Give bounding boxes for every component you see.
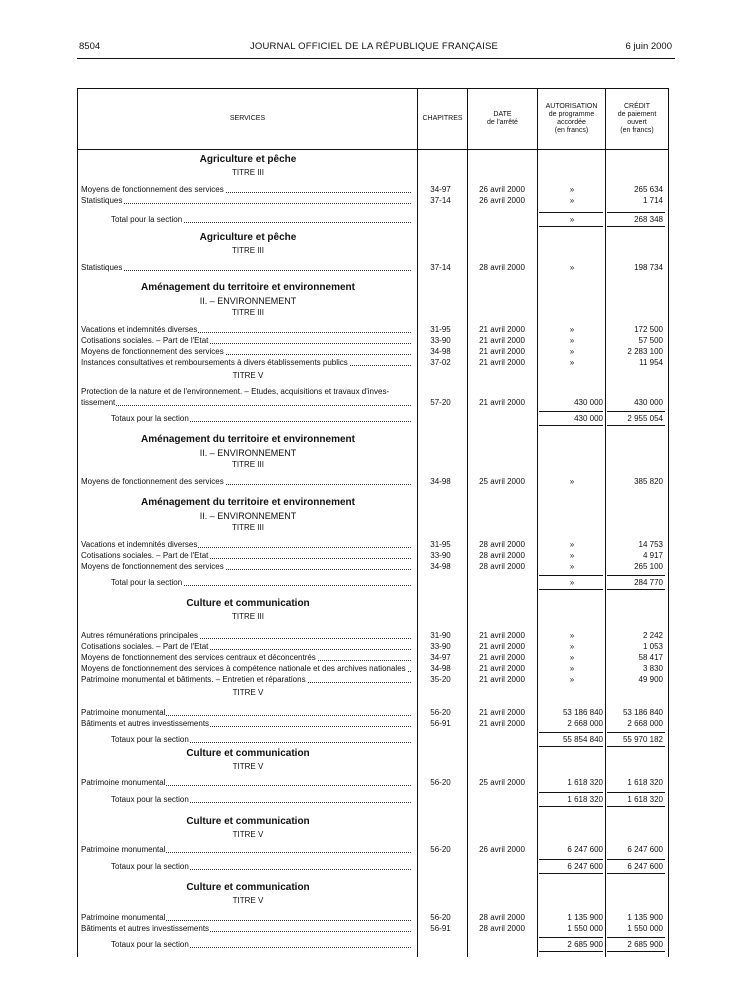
chapitre-cell: 33-90 <box>430 642 451 651</box>
blank-mark: » <box>569 477 575 486</box>
col-header-services-label: SERVICES <box>229 115 266 122</box>
table-row <box>78 923 668 934</box>
row-label <box>81 707 413 718</box>
chapitre-cell: 34-97 <box>430 653 451 662</box>
table-row <box>78 324 668 335</box>
row-label <box>81 262 413 273</box>
credit-cell: 430 000 <box>634 398 663 407</box>
total-underline <box>607 589 665 590</box>
table-row <box>78 561 668 572</box>
credit-cell: 268 348 <box>634 215 663 224</box>
total-underline <box>607 792 665 793</box>
row-label-text: Patrimoine monumental <box>81 708 166 717</box>
section-subtitle: II. – ENVIRONNEMENT <box>199 296 297 306</box>
total-underline <box>607 806 665 807</box>
total-underline <box>539 411 603 412</box>
row-label <box>81 718 413 729</box>
publication-date: 6 juin 2000 <box>625 41 672 52</box>
total-underline <box>607 859 665 860</box>
section-titre: TITRE III <box>232 168 264 177</box>
table-row-cont <box>78 386 668 397</box>
total-underline <box>539 806 603 807</box>
autorisation-cell: 430 000 <box>574 398 603 407</box>
credit-cell: 49 900 <box>638 675 663 684</box>
col-header-credit-line: (en francs) <box>620 127 654 134</box>
row-label <box>111 939 413 950</box>
chapitre-cell: 31-95 <box>430 540 451 549</box>
table-row <box>78 397 668 408</box>
row-label <box>81 195 413 206</box>
blank-mark: » <box>569 675 575 684</box>
section-titre: TITRE V <box>232 371 264 380</box>
credit-cell: 4 917 <box>642 551 663 560</box>
row-label <box>111 214 413 225</box>
total-underline <box>607 411 665 412</box>
total-row <box>78 577 668 588</box>
date-cell: 28 avril 2000 <box>479 551 525 560</box>
row-label-text: Instances consultatives et remboursements à divers établissements publics <box>81 358 348 367</box>
autorisation-cell: 1 618 320 <box>567 778 603 787</box>
date-cell: 28 avril 2000 <box>479 913 525 922</box>
blank-mark: » <box>569 263 575 272</box>
blank-mark: » <box>569 562 575 571</box>
total-underline <box>607 212 665 213</box>
chapitre-cell: 56-20 <box>430 778 451 787</box>
table-row <box>78 777 668 788</box>
row-label <box>111 413 413 424</box>
credits-table <box>77 88 669 957</box>
autorisation-cell: 1 618 320 <box>567 795 603 804</box>
col-header-date-line: de l'arrêté <box>487 119 518 126</box>
credit-cell: 265 100 <box>634 562 663 571</box>
blank-mark: » <box>569 642 575 651</box>
row-label <box>81 652 413 663</box>
total-underline <box>539 792 603 793</box>
total-underline <box>539 212 603 213</box>
autorisation-cell: 430 000 <box>574 414 603 423</box>
col-header-date <box>468 89 537 149</box>
total-underline <box>539 746 603 747</box>
section-title: Aménagement du territoire et environnement <box>141 434 355 445</box>
chapitre-cell: 34-98 <box>430 562 451 571</box>
total-underline <box>539 951 603 952</box>
row-label-text: Cotisations sociales. – Part de l'Etat <box>81 336 209 345</box>
row-label-text: Cotisations sociales. – Part de l'Etat <box>81 642 209 651</box>
blank-mark: » <box>569 325 575 334</box>
blank-mark: » <box>569 185 575 194</box>
chapitre-cell: 35-20 <box>430 675 451 684</box>
row-label-text: Autres rémunérations principales <box>81 631 198 640</box>
col-header-auth-line: de programme <box>548 111 595 118</box>
section-titre: TITRE III <box>232 523 264 532</box>
date-cell: 25 avril 2000 <box>479 778 525 787</box>
row-label-text: Totaux pour la section <box>111 940 189 949</box>
chapitre-cell: 57-20 <box>430 398 451 407</box>
table-row <box>78 718 668 729</box>
table-row <box>78 912 668 923</box>
blank-mark: » <box>569 664 575 673</box>
section-title: Agriculture et pêche <box>199 232 297 243</box>
chapitre-cell: 56-91 <box>430 924 451 933</box>
blank-mark: » <box>569 347 575 356</box>
autorisation-cell: 53 186 840 <box>562 708 603 717</box>
row-label <box>81 777 413 788</box>
chapitre-cell: 56-91 <box>430 719 451 728</box>
date-cell: 28 avril 2000 <box>479 562 525 571</box>
chapitre-cell: 34-97 <box>430 185 451 194</box>
credit-cell: 265 634 <box>634 185 663 194</box>
row-label <box>111 794 413 805</box>
table-row <box>78 357 668 368</box>
row-label-text: Bâtiments et autres investissements <box>81 719 210 728</box>
blank-mark: » <box>569 578 575 587</box>
page-number: 8504 <box>79 41 101 52</box>
row-label: Protection de la nature et de l'environnement. – Etudes, acquisitions et travaux d'inves- <box>81 387 390 396</box>
chapitre-cell: 56-20 <box>430 845 451 854</box>
section-title: Culture et communication <box>186 598 310 609</box>
row-label <box>81 397 413 408</box>
journal-title: JOURNAL OFFICIEL DE LA RÉPUBLIQUE FRANÇAISE <box>249 41 499 52</box>
credit-cell: 198 734 <box>634 263 663 272</box>
credit-cell: 55 970 182 <box>622 735 663 744</box>
row-label-text: Moyens de fonctionnement des services à compétence nationale et des archives nationales <box>81 664 406 673</box>
blank-mark: » <box>569 358 575 367</box>
row-label <box>81 844 413 855</box>
autorisation-cell: 55 854 840 <box>562 735 603 744</box>
date-cell: 21 avril 2000 <box>479 347 525 356</box>
section-titre: TITRE III <box>232 308 264 317</box>
row-label-text: tissement <box>81 398 116 407</box>
row-label-text: Vacations et indemnités diverses <box>81 540 198 549</box>
date-cell: 26 avril 2000 <box>479 185 525 194</box>
blank-mark: » <box>569 540 575 549</box>
table-row <box>78 184 668 195</box>
row-label <box>111 734 413 745</box>
table-row <box>78 674 668 685</box>
row-label-text: Totaux pour la section <box>111 414 189 423</box>
section-title: Culture et communication <box>186 882 310 893</box>
chapitre-cell: 34-98 <box>430 477 451 486</box>
chapitre-cell: 34-98 <box>430 347 451 356</box>
blank-mark: » <box>569 336 575 345</box>
date-cell: 26 avril 2000 <box>479 196 525 205</box>
chapitre-cell: 56-20 <box>430 708 451 717</box>
col-header-auth-line: AUTORISATION <box>545 103 598 110</box>
credit-cell: 53 186 840 <box>622 708 663 717</box>
row-label <box>81 550 413 561</box>
row-label-text: Patrimoine monumental <box>81 913 166 922</box>
section-titre: TITRE III <box>232 246 264 255</box>
total-underline <box>607 425 665 426</box>
row-label <box>81 923 413 934</box>
row-label-text: Moyens de fonctionnement des services <box>81 562 224 571</box>
table-row <box>78 346 668 357</box>
row-label-text: Patrimoine monumental et bâtiments. – Entretien et réparations <box>81 675 306 684</box>
row-label-text: Moyens de fonctionnement des services <box>81 477 224 486</box>
chapitre-cell: 33-90 <box>430 336 451 345</box>
total-underline <box>607 732 665 733</box>
total-underline <box>607 937 665 938</box>
row-label-text: Total pour la section <box>111 215 183 224</box>
credit-cell: 57 500 <box>638 336 663 345</box>
table-row <box>78 262 668 273</box>
blank-mark: » <box>569 196 575 205</box>
row-label-text: Statistiques <box>81 196 123 205</box>
total-row <box>78 734 668 745</box>
credit-cell: 2 283 100 <box>627 347 663 356</box>
chapitre-cell: 37-14 <box>430 263 451 272</box>
chapitre-cell: 37-14 <box>430 196 451 205</box>
credit-cell: 3 830 <box>642 664 663 673</box>
date-cell: 21 avril 2000 <box>479 653 525 662</box>
col-header-auth-line: accordée <box>557 119 586 126</box>
row-label <box>81 357 413 368</box>
credit-cell: 6 247 600 <box>627 862 663 871</box>
row-label-text: Patrimoine monumental <box>81 845 166 854</box>
row-label-text: Vacations et indemnités diverses <box>81 325 198 334</box>
col-header-credit-line: de paiement <box>617 111 657 118</box>
total-underline <box>539 226 603 227</box>
total-underline <box>539 937 603 938</box>
date-cell: 21 avril 2000 <box>479 358 525 367</box>
chapitre-cell: 34-98 <box>430 664 451 673</box>
credit-cell: 58 417 <box>638 653 663 662</box>
col-header-credit <box>606 89 668 149</box>
total-underline <box>607 746 665 747</box>
row-label <box>81 184 413 195</box>
blank-mark: » <box>569 631 575 640</box>
total-row <box>78 861 668 872</box>
date-cell: 21 avril 2000 <box>479 398 525 407</box>
autorisation-cell: 6 247 600 <box>567 862 603 871</box>
blank-mark: » <box>569 215 575 224</box>
total-row <box>78 413 668 424</box>
row-label-text: Statistiques <box>81 263 123 272</box>
table-row <box>78 707 668 718</box>
date-cell: 21 avril 2000 <box>479 325 525 334</box>
chapitre-cell: 56-20 <box>430 913 451 922</box>
section-subtitle: II. – ENVIRONNEMENT <box>199 448 297 458</box>
col-header-date-line: DATE <box>493 111 512 118</box>
total-underline <box>539 873 603 874</box>
chapitre-cell: 37-02 <box>430 358 451 367</box>
row-label-text: Patrimoine monumental <box>81 778 166 787</box>
col-header-credit-line: CRÉDIT <box>623 103 651 110</box>
table-row <box>78 663 668 674</box>
row-label <box>81 539 413 550</box>
total-underline <box>539 859 603 860</box>
credit-cell: 1 550 000 <box>627 924 663 933</box>
credit-cell: 14 753 <box>638 540 663 549</box>
date-cell: 26 avril 2000 <box>479 845 525 854</box>
col-header-chapitres <box>418 89 467 149</box>
chapitre-cell: 33-90 <box>430 551 451 560</box>
section-title: Agriculture et pêche <box>199 154 297 165</box>
date-cell: 21 avril 2000 <box>479 631 525 640</box>
autorisation-cell: 1 550 000 <box>567 924 603 933</box>
credit-cell: 2 955 054 <box>627 414 663 423</box>
row-label <box>81 324 413 335</box>
total-underline <box>607 873 665 874</box>
table-row <box>78 195 668 206</box>
total-underline <box>607 575 665 576</box>
total-underline <box>539 732 603 733</box>
credit-cell: 2 685 900 <box>627 940 663 949</box>
table-row <box>78 641 668 652</box>
credit-cell: 172 500 <box>634 325 663 334</box>
date-cell: 21 avril 2000 <box>479 642 525 651</box>
date-cell: 28 avril 2000 <box>479 540 525 549</box>
autorisation-cell: 2 668 000 <box>567 719 603 728</box>
col-header-services <box>78 89 417 149</box>
total-row <box>78 794 668 805</box>
credit-cell: 1 053 <box>642 642 663 651</box>
col-header-credit-line: ouvert <box>627 119 647 126</box>
credit-cell: 11 954 <box>639 358 663 367</box>
date-cell: 21 avril 2000 <box>479 664 525 673</box>
row-label <box>111 577 413 588</box>
row-label <box>81 674 413 685</box>
section-titre: TITRE V <box>232 688 264 697</box>
section-subtitle: II. – ENVIRONNEMENT <box>199 511 297 521</box>
date-cell: 21 avril 2000 <box>479 675 525 684</box>
row-label <box>111 861 413 872</box>
row-label-text: Bâtiments et autres investissements <box>81 924 210 933</box>
section-titre: TITRE V <box>232 830 264 839</box>
total-row <box>78 939 668 950</box>
section-titre: TITRE III <box>232 612 264 621</box>
blank-mark: » <box>569 551 575 560</box>
row-label-text: Total pour la section <box>111 578 183 587</box>
credit-cell: 2 668 000 <box>627 719 663 728</box>
row-label-text: Cotisations sociales. – Part de l'Etat <box>81 551 209 560</box>
row-label <box>81 641 413 652</box>
section-titre: TITRE V <box>232 762 264 771</box>
row-label <box>81 335 413 346</box>
total-underline <box>539 589 603 590</box>
autorisation-cell: 2 685 900 <box>567 940 603 949</box>
row-label <box>81 561 413 572</box>
chapitre-cell: 31-90 <box>430 631 451 640</box>
table-row <box>78 539 668 550</box>
credit-cell: 2 242 <box>642 631 663 640</box>
row-label <box>81 476 413 487</box>
row-label-text: Totaux pour la section <box>111 735 189 744</box>
section-title: Culture et communication <box>186 748 310 759</box>
row-label-text: Moyens de fonctionnement des services centraux et déconcentrés <box>81 653 316 662</box>
date-cell: 28 avril 2000 <box>479 924 525 933</box>
autorisation-cell: 6 247 600 <box>567 845 603 854</box>
total-underline <box>539 425 603 426</box>
credit-cell: 1 714 <box>642 196 663 205</box>
credit-cell: 6 247 600 <box>627 845 663 854</box>
date-cell: 21 avril 2000 <box>479 719 525 728</box>
row-label <box>81 630 413 641</box>
col-header-auth-line: (en francs) <box>554 127 589 134</box>
row-label-text: Moyens de fonctionnement des services <box>81 347 224 356</box>
credit-cell: 385 820 <box>634 477 663 486</box>
table-row <box>78 652 668 663</box>
section-title: Aménagement du territoire et environnement <box>141 497 355 508</box>
row-label <box>81 912 413 923</box>
table-row <box>78 335 668 346</box>
row-label <box>81 663 413 674</box>
row-label-text: Totaux pour la section <box>111 862 189 871</box>
section-title: Culture et communication <box>186 816 310 827</box>
credit-cell: 1 135 900 <box>627 913 663 922</box>
table-row <box>78 630 668 641</box>
section-title: Aménagement du territoire et environnement <box>141 282 355 293</box>
table-row <box>78 844 668 855</box>
header-rule <box>77 58 675 59</box>
total-underline <box>607 226 665 227</box>
blank-mark: » <box>569 653 575 662</box>
credit-cell: 1 618 320 <box>627 778 663 787</box>
row-label-text: Totaux pour la section <box>111 795 189 804</box>
date-cell: 21 avril 2000 <box>479 708 525 717</box>
date-cell: 21 avril 2000 <box>479 336 525 345</box>
row-label-text: Moyens de fonctionnement des services <box>81 185 224 194</box>
col-header-chapitres-label: CHAPITRES <box>422 115 463 122</box>
credit-cell: 1 618 320 <box>627 795 663 804</box>
credit-cell: 284 770 <box>634 578 663 587</box>
table-row <box>78 550 668 561</box>
autorisation-cell: 1 135 900 <box>567 913 603 922</box>
page-header <box>0 41 748 55</box>
row-label <box>81 346 413 357</box>
chapitre-cell: 31-95 <box>430 325 451 334</box>
total-row <box>78 214 668 225</box>
total-underline <box>607 951 665 952</box>
date-cell: 28 avril 2000 <box>479 263 525 272</box>
total-underline <box>539 575 603 576</box>
header-separator <box>78 149 668 150</box>
section-titre: TITRE III <box>232 460 264 469</box>
section-titre: TITRE V <box>232 896 264 905</box>
date-cell: 25 avril 2000 <box>479 477 525 486</box>
table-row <box>78 476 668 487</box>
col-header-autorisation <box>538 89 605 149</box>
